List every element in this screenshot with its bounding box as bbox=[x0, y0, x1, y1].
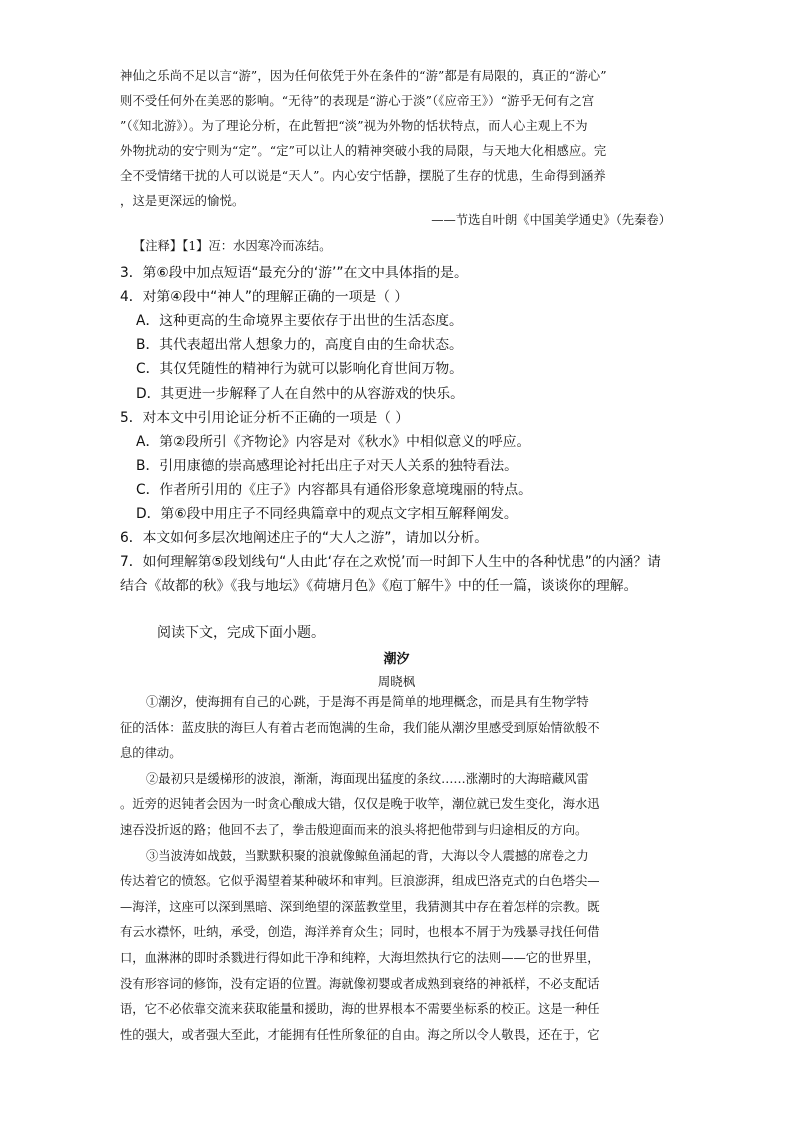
answer-option: D．其更进一步解释了人在自然中的从容游戏的快乐。 bbox=[136, 385, 464, 402]
essay-line: —海洋，这座可以深到黑暗、深到绝望的深蓝教堂里，我猜测其中存在着怎样的宗教。既 bbox=[120, 899, 600, 914]
essay-line: 。近旁的迟钝者会因为一时贪心酿成大错，仅仅是晚于收竿，潮位就已发生变化，海水迅 bbox=[120, 797, 600, 812]
answer-option: C．作者所引用的《庄子》内容都具有通俗形象意境瑰丽的特点。 bbox=[136, 481, 532, 498]
essay-line: 速吞没折返的路；他回不去了，拳击般迎面而来的浪头将把他带到与归途相反的方向。 bbox=[120, 822, 588, 837]
essay-line: 性的强大，或者强大至此，才能拥有任性所象征的自由。海之所以令人敬畏，还在于，它 bbox=[120, 1027, 600, 1042]
essay-line: 语，它不必依靠交流来获取能量和援助，海的世界根本不需要坐标系的校正。这是一种任 bbox=[120, 1002, 600, 1017]
essay-author: 周晓枫 bbox=[377, 674, 416, 689]
question-text: 3．第⑥段中加点短语“最充分的‘游’”在文中具体指的是。 bbox=[120, 265, 468, 281]
essay-line: 没有形容词的修饰，没有定语的位置。海就像初婴或者成熟到衰络的神祇样，不必支配话 bbox=[120, 976, 600, 991]
reading-instruction: 阅读下文，完成下面小题。 bbox=[157, 625, 325, 641]
answer-option: B．引用康德的崇高感理论衬托出庄子对天人关系的独特看法。 bbox=[136, 457, 518, 474]
intro-paragraph bbox=[120, 64, 672, 214]
essay-title: 潮汐 bbox=[383, 652, 410, 667]
answer-option: B．其代表超出常人想象力的，高度自由的生命状态。 bbox=[136, 337, 463, 354]
answer-option: D．第⑥段中用庄子不同经典篇章中的观点文字相互解释阐发。 bbox=[136, 506, 518, 522]
essay-paragraph-1 bbox=[120, 690, 672, 767]
intro-line: 全不受情绪干扰的人可以说是“天人”。内心安宁恬静，摆脱了生存的忧患，生命得到涵养 bbox=[120, 169, 606, 183]
essay-line: 传达着它的愤怒。它似乎渴望着某种破坏和审判。巨浪澎湃，组成巴洛克式的白色塔尖— bbox=[120, 874, 600, 889]
answer-option: A．这种更高的生命境界主要依存于出世的生活态度。 bbox=[136, 313, 463, 330]
question-text: 结合《故都的秋》《我与地坛》《荷塘月色》《庖丁解牛》中的任一篇，谈谈你的理解。 bbox=[120, 578, 638, 595]
intro-line: ”（《知北游》）。为了理论分析，在此暂把“淡”视为外物的恬状特点，而人心主观上不为 bbox=[120, 119, 588, 133]
essay-paragraph-2 bbox=[120, 767, 672, 844]
intro-line: 外物扰动的安宁则为“定”。“定”可以让人的精神突破小我的局限，与天地大化相感应。完 bbox=[120, 144, 607, 158]
answer-option: A．第②段所引《齐物论》内容是对《秋水》中相似意义的呼应。 bbox=[136, 433, 531, 450]
source-citation: ——节选自叶朗《中国美学通史》（先秦卷） bbox=[431, 213, 671, 227]
intro-line: ，这是更深远的愉悦。 bbox=[120, 194, 245, 208]
answer-option: C．其仅凭随性的精神行为就可以影响化育世间万物。 bbox=[136, 361, 463, 378]
essay-line: ③当波涛如战鼓，当默默积聚的浪就像鲸鱼涌起的背，大海以令人震撼的席卷之力 bbox=[146, 848, 589, 863]
essay-body bbox=[120, 690, 672, 1048]
question-text: 4．对第④段中“神人”的理解正确的一项是（ ） bbox=[120, 289, 409, 306]
intro-line: 则不受任何外在美恶的影响。“无待”的表现是“游心于淡”（《应帝王》）“游乎无何有之宫 bbox=[120, 94, 595, 108]
question-text: 7．如何理解第⑤段划线句“人由此‘存在之欢悦’而一时卸下人生中的各种忧患”的内涵？请 bbox=[120, 554, 661, 571]
essay-line: 征的活体：蓝皮肤的海巨人有着古老而饱满的生命，我们能从潮汐里感受到原始情欲般不 bbox=[120, 720, 600, 735]
essay-line: 口，血淋淋的即时杀戮进行得如此干净和纯粹，大海坦然执行它的法则——它的世界里， bbox=[120, 950, 600, 965]
essay-paragraph-3 bbox=[120, 844, 672, 1049]
essay-line: ②最初只是缓梯形的波浪，渐渐，海面现出猛度的条纹……涨潮时的大海暗藏风雷 bbox=[146, 771, 589, 786]
essay-line: 息的律动。 bbox=[120, 746, 182, 761]
essay-line: 有云水襟怀，吐纳，承受，创造，海洋养育众生；同时，也根本不屑于为残暴寻找任何借 bbox=[120, 925, 600, 940]
annotation-note: 【注释】【1】冱：水因寒冷而冻结。 bbox=[133, 239, 332, 253]
essay-line: ①潮汐，使海拥有自己的心跳，于是海不再是简单的地理概念，而是具有生物学特 bbox=[146, 695, 589, 709]
question-text: 5．对本文中引用论证分析不正确的一项是（ ） bbox=[120, 409, 410, 426]
intro-line: 神仙之乐尚不足以言“游”，因为任何依凭于外在条件的“游”都是有局限的，真正的“游心” bbox=[120, 69, 607, 83]
question-text: 6．本文如何多层次地阐述庄子的“大人之游”，请加以分析。 bbox=[120, 530, 488, 547]
